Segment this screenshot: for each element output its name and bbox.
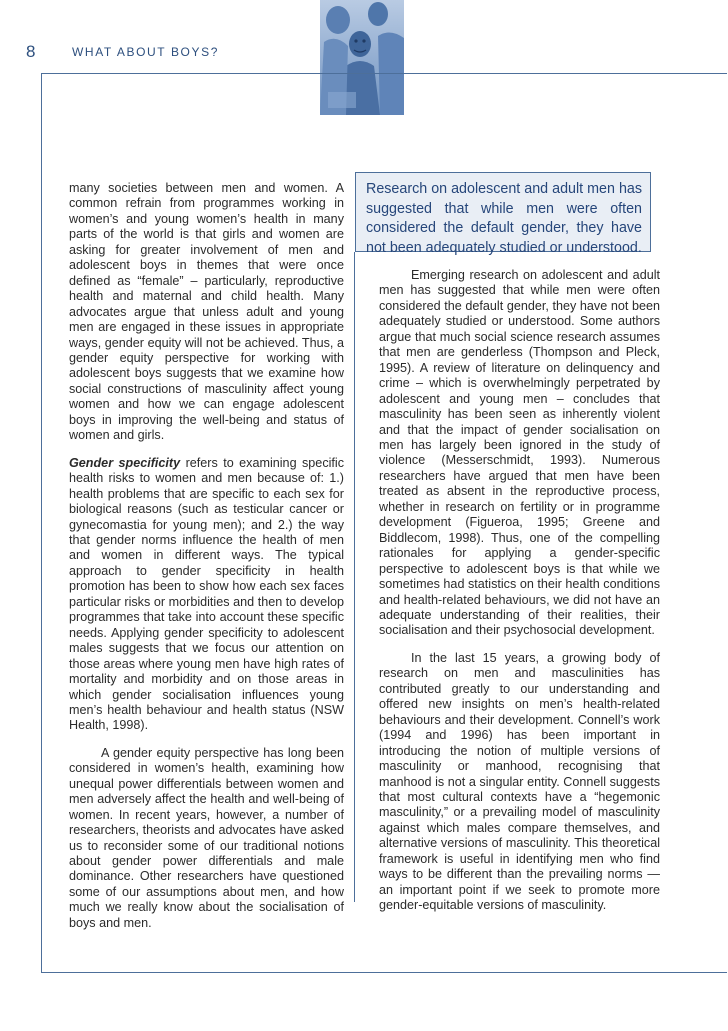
- term-gender-specificity: Gender specificity: [69, 455, 181, 470]
- pull-quote: Research on adolescent and adult men has suggested that while men were often considered the default gender, they have not been adequately studied or understood.: [355, 172, 651, 252]
- left-paragraph-gender-specificity: [69, 456, 344, 734]
- left-column: [69, 181, 344, 943]
- right-column: [379, 268, 660, 926]
- running-title: WHAT ABOUT BOYS?: [72, 45, 219, 59]
- left-paragraph: A gender equity perspective has long been considered in women’s health, examining how unequal power differentials between women and men adversely affect the health and well-being of women. In recent years, however, a number of researchers, theorists and advocates have asked us to reconsider some of our traditional notions about gender power differentials and male dominance. Other researchers have questioned some of our assumptions about men, and how much we really know about the socialisation of boys and men.: [69, 745, 344, 930]
- term-definition: refers to examining specific health risks to women and men because of: 1.) health problems that are specific to each sex for biological reasons (such as testicular cancer or gynecomastia for young men); and 2.) the way that gender norms influence the health of men and women in different ways. The typical approach to gender specificity in health promotion has been to show how each sex faces particular risks or morbidities and then to develop programmes that take into account these specific needs. Applying gender specificity to adolescent males suggests that we focus our attention on those areas where young men have high rates of mortality and morbidity and on those areas in which gender socialisation influences young men’s health behaviour and health status (NSW Health, 1998).: [69, 455, 345, 733]
- right-paragraph: In the last 15 years, a growing body of research on men and masculinities has contributed greatly to our understanding and offered new insights on men’s health-related behaviours and their development. Connell’s work (1994 and 1996) has been important in introducing the notion of multiple versions of masculinity or manhood, recognising that manhood is not a singular entity. Connell suggests that most cultural contexts have a “hegemonic masculinity,” or a prevailing model of masculinity against which males compare themselves, and alternative versions of masculinity. This theoretical framework is useful in identifying men who find ways to be different than the prevailing norms — an important point if we seek to promote more gender-equitable versions of masculinity.: [379, 650, 660, 913]
- right-paragraph: Emerging research on adolescent and adult men has suggested that while men were often considered the default gender, they have not been adequately studied or understood. Some authors argue that much social science research assumes that men are genderless (Thompson and Pleck, 1995). A review of literature on delinquency and crime – which is overwhelmingly perpetrated by adolescent and young men – concludes that masculinity has been seen as inherently violent and that the impact of gender socialisation on men has largely been ignored in the study of violence (Messerschmidt, 1993). Numerous researchers have argued that men have been treated as absent in the reproductive process, whether in research on fertility or in programme development (Figueroa, 1995; Greene and Biddlecom, 1998). Thus, one of the compelling rationales for applying a gender-specific perspective to adolescent boys is that while we sometimes had statistics on their health conditions and health-related behaviours, we did not have an adequate understanding of their realities, their socialisation and their psychosocial development.: [379, 268, 660, 638]
- page-number: 8: [26, 42, 36, 61]
- divider: [354, 252, 355, 902]
- left-paragraph: many societies between men and women. A common refrain from programmes working in women’s and young women’s health in many parts of the world is that girls and women are asking for greater involvement of men and adolescent boys in themes that were once defined as “female” – particularly, reproductive health and maternal and child health. Many advocates argue that unless adult and young men are engaged in these issues in appropriate ways, gender equity will not be achieved. Thus, a gender equity perspective for working with adolescent boys suggests that we examine how social constructions of masculinity affect young women and how we can engage adolescent boys in improving the well-being and status of women and girls.: [69, 181, 344, 443]
